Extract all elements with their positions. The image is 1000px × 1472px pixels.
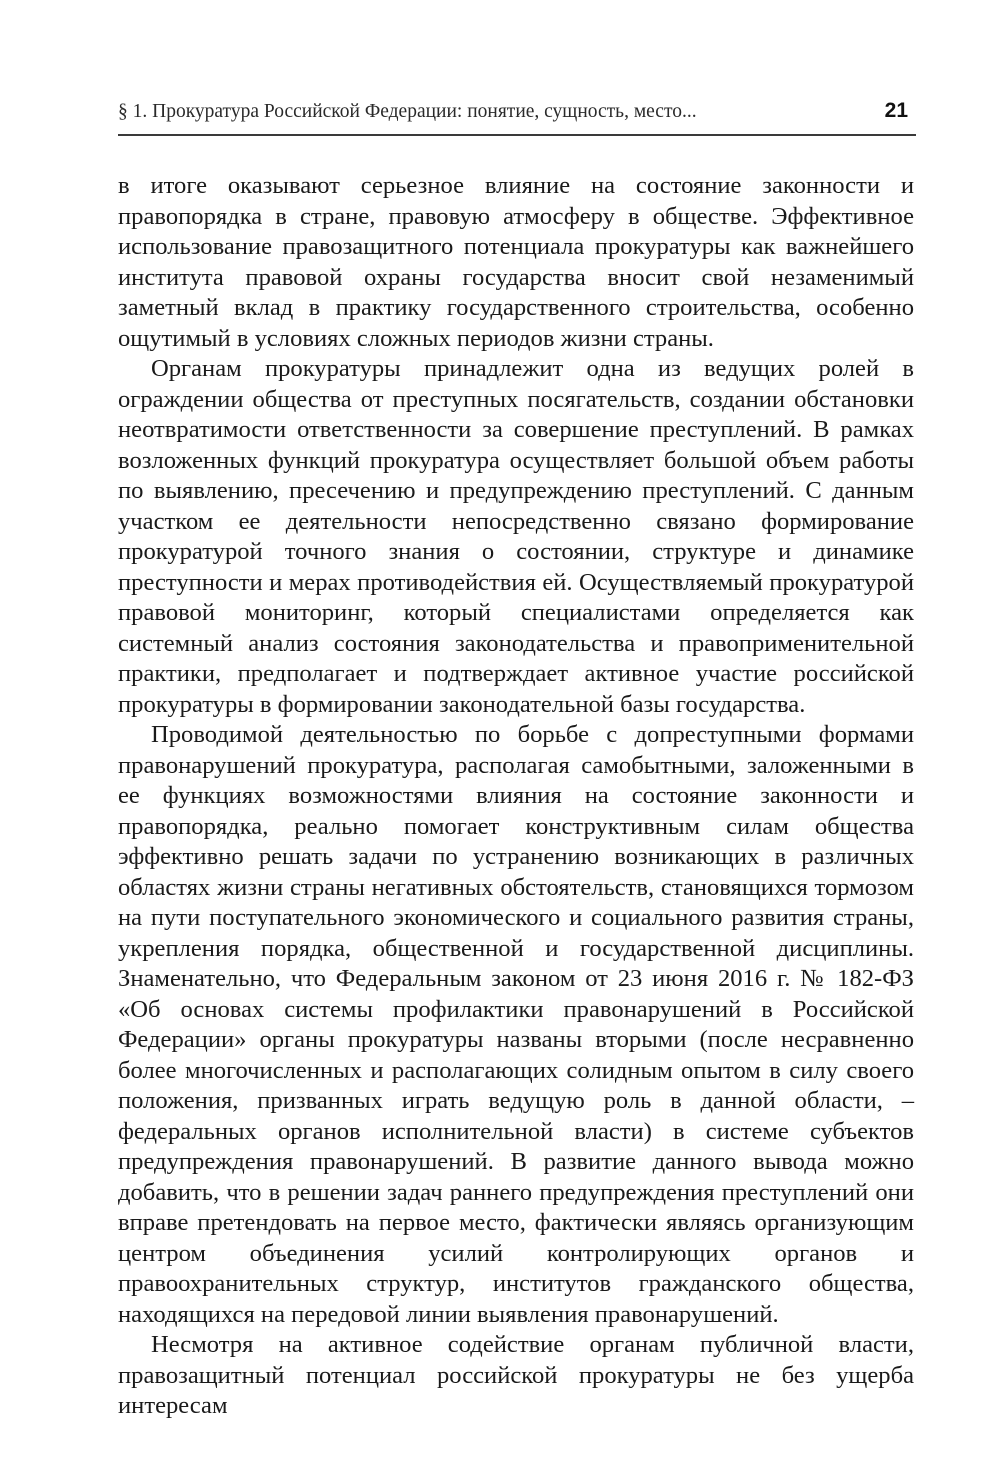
paragraph: Проводимой деятельностью по борьбе с допреступными формами правонарушений прокуратура, располагая самобытными, заложенными в ее функциях возможностями влияния на состояние законности и правопорядка, реально помогает конструктивным силам общества эффективно решать задачи по устранению возникающих в различных областях жизни страны негативных обстоятельств, становящихся тормозом на пути поступательного экономического и социального развития страны, укрепления порядка, общественной и государственной дисциплины. Знаменательно, что Федеральным законом от 23 июня 2016 г. № 182-ФЗ «Об основах системы профилактики правонарушений в Российской Федерации» органы прокуратуры названы вторыми (после несравненно более многочисленных и располагающих солидным опытом в силу своего положения, призванных играть ведущую роль в данной области, – федеральных органов исполнительной власти) в системе субъектов предупреждения правонарушений. В развитие данного вывода можно добавить, что в решении задач раннего предупреждения преступлений они вправе претендовать на первое место, фактически являясь организующим центром объединения усилий контролирующих органов и правоохранительных структур, институтов гражданского общества, находящихся на передовой линии выявления правонарушений.: [118, 721, 914, 1328]
paragraph: Органам прокуратуры принадлежит одна из ведущих ролей в ограждении общества от преступных посягательств, создании обстановки неотвратимости ответственности за совершение преступлений. В рамках возложенных функций прокуратура осуществляет большой объем работы по выявлению, пресечению и предупреждению преступлений. С данным участком ее деятельности непосредственно связано формирование прокуратурой точного знания о состоянии, структуре и динамике преступности и мерах противодействия ей. Осуществляемый прокуратурой правовой мониторинг, который специалистами определяется как системный анализ состояния законодательства и правоприменительной практики, предполагает и подтверждает активное участие российской прокуратуры в формировании законодательной базы государства.: [118, 355, 914, 718]
running-header: [118, 98, 916, 132]
running-title: § 1. Прокуратура Российской Федерации: понятие, сущность, место...: [118, 101, 697, 122]
page-number: 21: [884, 99, 908, 122]
header-rule: [118, 134, 916, 136]
paragraph: Несмотря на активное содействие органам публичной власти, правозащитный потенциал российской прокуратуры не без ущерба интересам: [118, 1331, 914, 1419]
paragraph-continued: в итоге оказывают серьезное влияние на состояние законности и правопорядка в стране, правовую атмосферу в обществе. Эффективное использование правозащитного потенциала прокуратуры как важнейшего института правовой охраны государства вносит свой незаменимый заметный вклад в практику государственного строительства, особенно ощутимый в условиях сложных периодов жизни страны.: [118, 172, 914, 352]
text-body: [118, 171, 914, 1422]
